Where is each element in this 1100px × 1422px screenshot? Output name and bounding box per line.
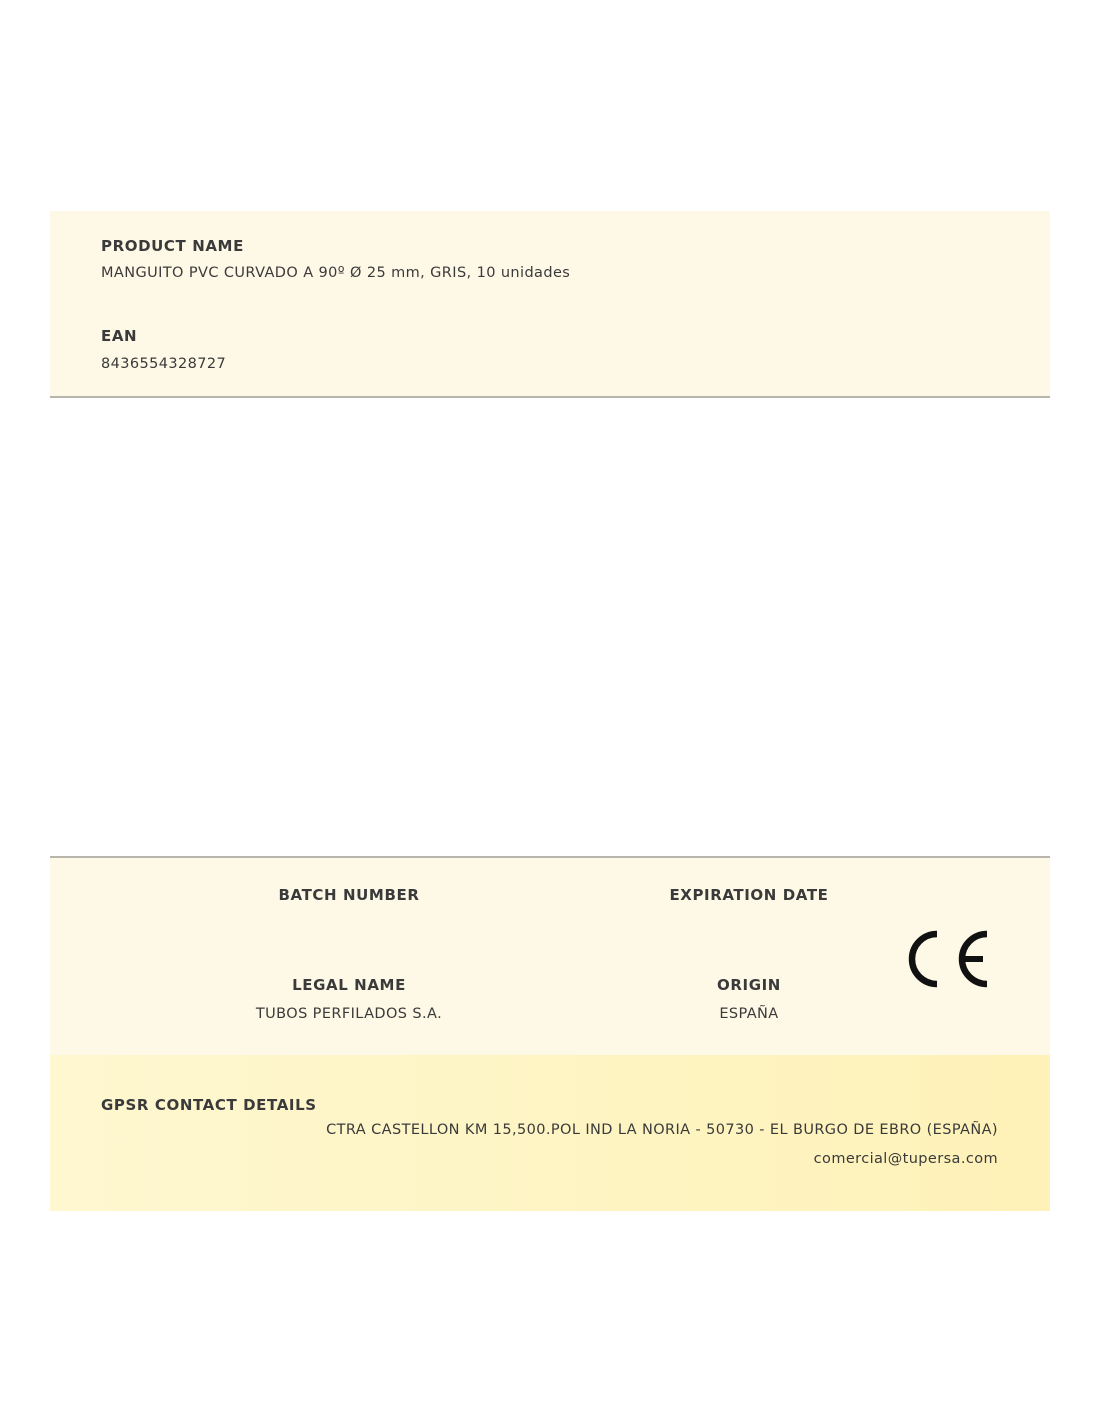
legal-name-value: TUBOS PERFILADOS S.A. <box>255 1006 443 1022</box>
gpsr-contact-heading: GPSR CONTACT DETAILS <box>101 1096 317 1114</box>
origin-heading: ORIGIN <box>717 976 781 994</box>
origin-value: ESPAÑA <box>719 1006 779 1022</box>
info-panel <box>50 856 1050 1057</box>
contact-email[interactable]: comercial@tupersa.com <box>813 1151 998 1167</box>
product-name-heading: PRODUCT NAME <box>101 237 244 255</box>
expiration-date-heading: EXPIRATION DATE <box>669 886 829 904</box>
contact-address: CTRA CASTELLON KM 15,500.POL IND LA NORIA - 50730 - EL BURGO DE EBRO (ESPAÑA) <box>326 1122 998 1138</box>
ce-mark-icon <box>907 928 991 990</box>
ean-value: 8436554328727 <box>101 356 227 372</box>
ean-heading: EAN <box>101 327 138 345</box>
batch-number-heading: BATCH NUMBER <box>278 886 420 904</box>
legal-name-heading: LEGAL NAME <box>292 976 406 994</box>
product-name-value: MANGUITO PVC CURVADO A 90º Ø 25 mm, GRIS, 10 unidades <box>101 265 571 281</box>
gpsr-contact-panel <box>50 1055 1050 1211</box>
product-panel <box>50 211 1050 398</box>
